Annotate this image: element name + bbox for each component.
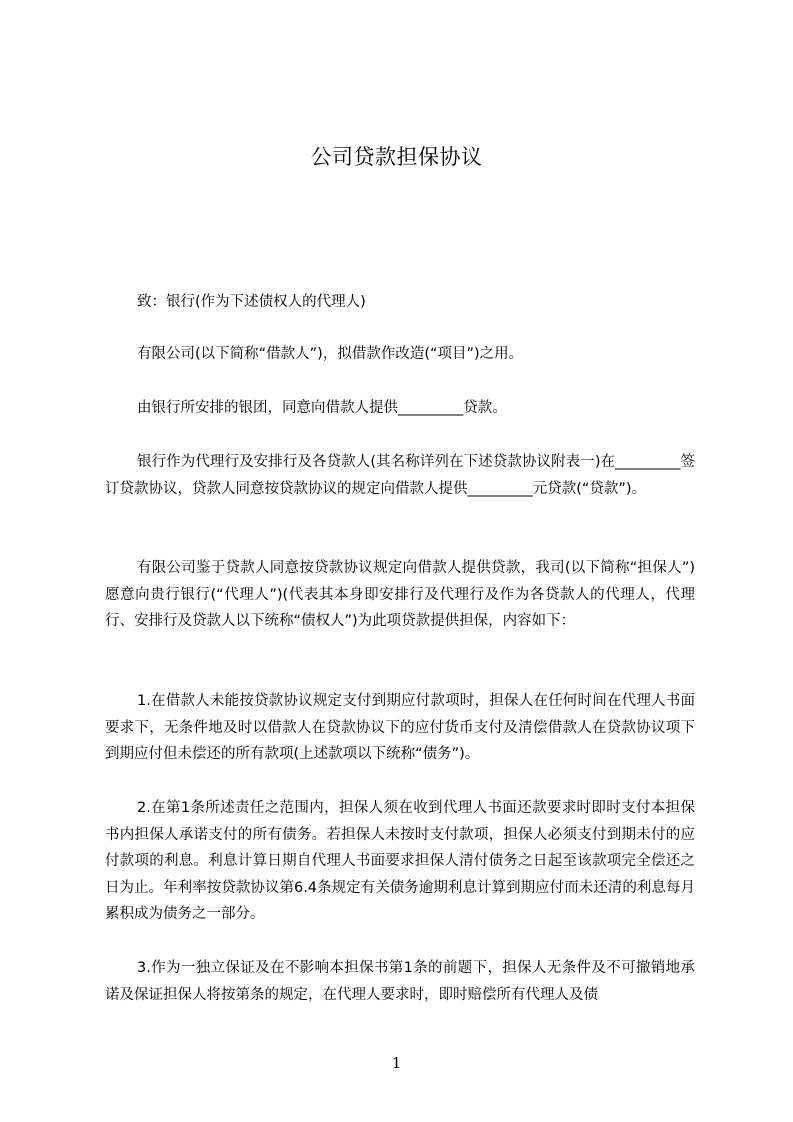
clause-2: 2.在第1条所述责任之范围内，担保人须在收到代理人书面还款要求时即时支付本担保书内担保人承诺支付的所有债务。若担保人未按时支付款项，担保人必须支付到期未付的应付款项的利息。利息计算日期自代理人书面要求担保人清付债务之日起至该款项完全偿还之日为止。年利率按贷款协议第6.4条规定有关债务逾期利息计算到期应付而未还清的利息每月累积成为债务之一部分。 [105, 800, 695, 922]
paragraph-syndicate: 由银行所安排的银团，同意向借款人提供_________贷款。 [137, 400, 507, 416]
clause-1: 1.在借款人未能按贷款协议规定支付到期应付款项时，担保人在任何时间在代理人书面要求下，无条件地及时以借款人在贷款协议下的应付货币支付及清偿借款人在贷款协议项下到期应付但未偿还的所有款项(上述款项以下统称“债务”)。 [105, 693, 695, 762]
clause-3: 3.作为一独立保证及在不影响本担保书第1条的前题下，担保人无条件及不可撤销地承诺及保证担保人将按第条的规定，在代理人要求时，即时赔偿所有代理人及债 [105, 960, 695, 1003]
document-title: 公司贷款担保协议 [310, 145, 483, 169]
paragraph-guarantor: 有限公司鉴于贷款人同意按贷款协议规定向借款人提供贷款，我司(以下简称“担保人”)愿意向贵行银行(“代理人”)(代表其本身即安排行及代理行及作为各贷款人的代理人，代理行、安排行及贷款人以下统称“债权人”)为此项贷款提供担保，内容如下： [105, 560, 695, 629]
page-number: 1 [391, 1054, 402, 1072]
paragraph-loan-agreement: 银行作为代理行及安排行及各贷款人(其名称详列在下述贷款协议附表一)在_________签订贷款协议，贷款人同意按贷款协议的规定向借款人提供_________元贷款(“贷款”)。 [105, 454, 695, 497]
paragraph-borrower: 有限公司(以下简称“借款人”)，拟借款作改造(“项目”)之用。 [137, 346, 524, 362]
paragraph-addressee: 致：银行(作为下述债权人的代理人) [137, 294, 366, 310]
